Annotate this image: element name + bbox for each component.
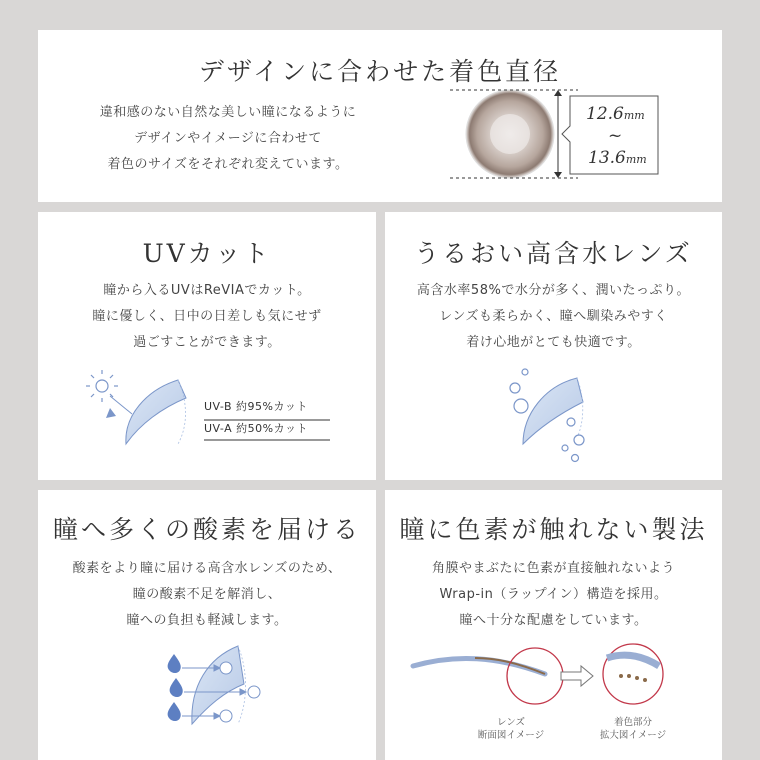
uv-lens-icon [126,380,186,444]
oxygen-line-2: 瞳の酸素不足を解消し、 [132,587,282,602]
water-lens-illustration [385,212,722,480]
top-card [38,30,722,202]
arrow-right-icon [561,666,593,686]
diameter-tilde: ~ [608,126,623,146]
uv-title: UVカット [142,239,272,268]
oxygen-line-1: 酸素をより瞳に届ける高含水レンズのため、 [72,561,342,576]
uvb-label: UV-B 約95%カット [204,400,308,413]
top-line-3: 着色のサイズをそれぞれ変えています。 [107,157,349,172]
oxygen-lens-icon [192,646,244,724]
uv-card [38,212,376,480]
oxygen-line-3: 瞳への負担も軽減します。 [126,613,288,628]
oxygen-title: 瞳へ多くの酸素を届ける [52,515,361,544]
moist-lens-icon [523,378,583,444]
moist-title: うるおい高含水レンズ [414,239,693,268]
uv-line-3: 過ごすことができます。 [133,335,281,350]
lens-cross-section-caption: レンズ 断面図イメージ [477,717,545,741]
zoom-caption: 着色部分 拡大図イメージ [599,717,667,741]
uv-illustration [38,212,376,480]
oxygen-illustration [38,490,376,760]
uv-line-2: 瞳に優しく、日中の日差しも気にせず [92,309,322,324]
oxygen-card [38,490,376,760]
wrap-card [385,490,722,760]
wrap-line-1: 角膜やまぶたに色素が直接触れないよう [431,561,675,576]
o2-drop-icons [168,654,183,721]
wrap-line-3: 瞳へ十分な配慮をしています。 [459,613,648,628]
wrap-line-2: Wrap-in（ラップイン）構造を採用。 [439,587,668,602]
uva-label: UV-A 約50%カット [204,422,309,435]
top-title: デザインに合わせた着色直径 [198,57,562,86]
zoom-circle-small [507,648,563,704]
sun-icon [86,370,118,402]
top-line-2: デザインやイメージに合わせて [134,131,322,146]
wrap-title: 瞳に色素が触れない製法 [399,515,708,544]
moist-line-3: 着け心地がとても快適です。 [466,335,641,350]
top-line-1: 違和感のない自然な美しい瞳になるように [99,105,357,120]
moist-line-2: レンズも柔らかく、瞳へ馴染みやすく [439,309,668,324]
diameter-max: 13.6mm [588,148,647,168]
diameter-min: 12.6mm [586,104,645,124]
moist-card [385,212,722,480]
uv-line-1: 瞳から入るUVはReVIAでカット。 [103,283,311,298]
moist-line-1: 高含水率58%で水分が多く、潤いたっぷり。 [416,283,691,298]
